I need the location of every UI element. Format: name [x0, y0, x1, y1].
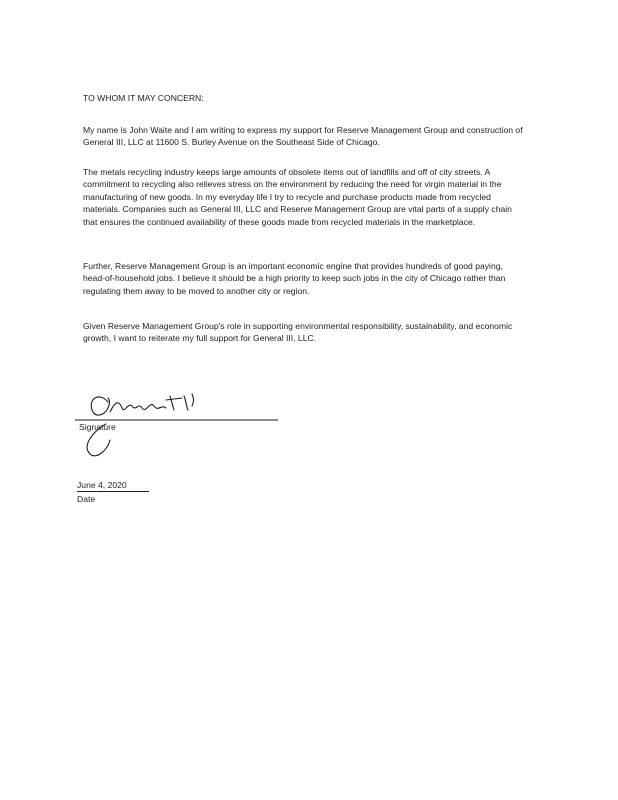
- paragraph-recycling: The metals recycling industry keeps large amounts of obsolete items out of landfills and off of city streets. A commitment to recycling also relieves stress on the environment by reducing the need for virgin material in the manufacturing of new goods. In my everyday life I try to recycle and purchase products made from recycled materials. Companies such as General III, LLC and Reserve Management Group are vital parts of a supply chain that ensures the continued availability of these goods made from recycled materials in the marketplace.: [83, 167, 512, 227]
- date-line: [77, 491, 149, 492]
- date-label: Date: [77, 494, 96, 504]
- date-value: June 4, 2020: [77, 480, 127, 490]
- signature-block: [70, 388, 300, 468]
- paragraph-intro: My name is John Waite and I am writing to express my support for Reserve Management Group and construction of General III, LLC at 11600 S. Burley Avenue on the Southeast Side of Chicago.: [83, 125, 523, 148]
- paragraph-jobs: Further, Reserve Management Group is an important economic engine that provides hundreds of good paying, head-of-household jobs. I believe it should be a high priority to keep such jobs in the city of Chicago rather than regulating them away to be moved to another city or region.: [83, 261, 506, 296]
- salutation: TO WHOM IT MAY CONCERN:: [83, 93, 204, 103]
- paragraph-closing: Given Reserve Management Group's role in supporting environmental responsibility, sustainability, and economic growth, I want to reiterate my full support for General III, LLC.: [83, 321, 513, 344]
- signature-label: Signature: [79, 422, 116, 432]
